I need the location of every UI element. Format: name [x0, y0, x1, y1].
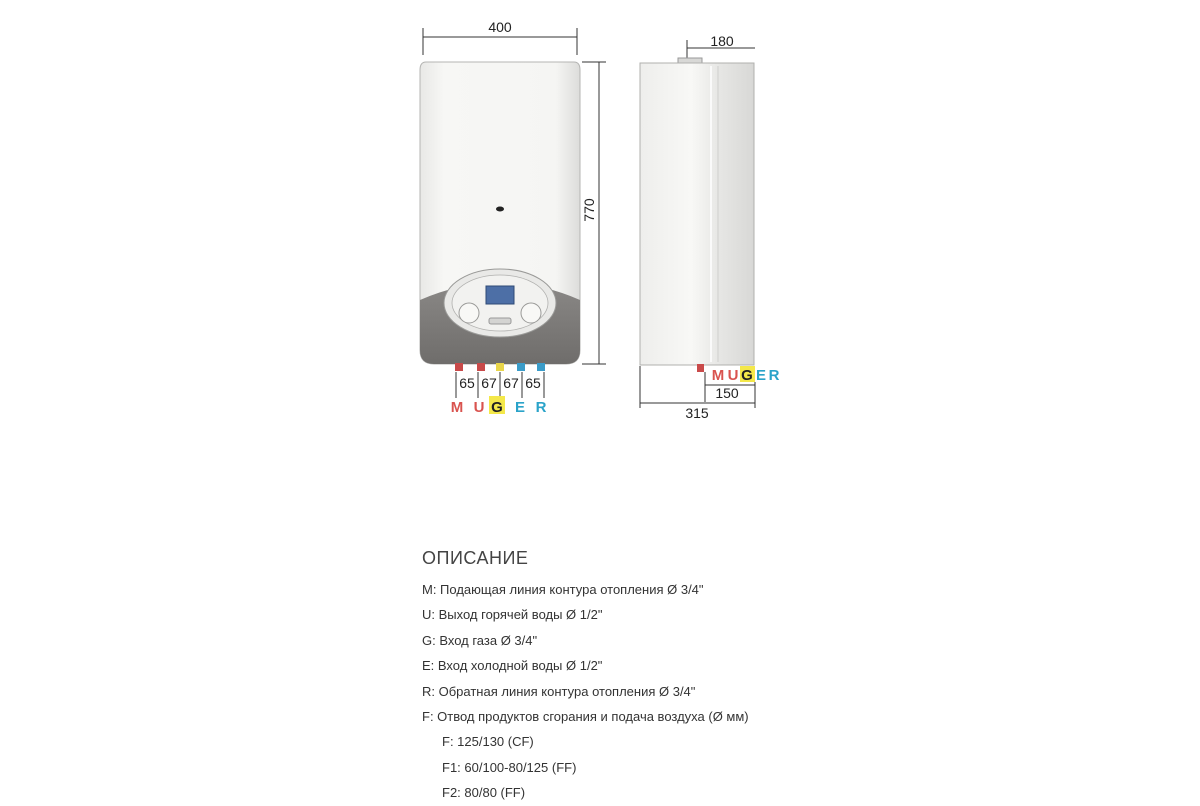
label-g: G: [491, 399, 503, 416]
side-top-dimension: [687, 33, 755, 60]
description-sub-f: F: 125/130 (CF): [442, 734, 534, 750]
height-dimension: [581, 62, 606, 364]
indicator-light: [496, 207, 504, 212]
description-sub-f1: F1: 60/100-80/125 (FF): [442, 759, 577, 775]
description-line-r: R: Обратная линия контура отопления Ø 3/4": [422, 683, 696, 699]
description-line-f: F: Отвод продуктов сгорания и подача воздуха (Ø мм): [422, 708, 749, 724]
height-label: 770: [581, 198, 597, 222]
description-section: [422, 548, 749, 806]
front-width-dimension: [423, 19, 577, 55]
right-knob: [521, 303, 541, 323]
front-width-label: 400: [488, 19, 512, 35]
side-label-r: R: [768, 367, 780, 384]
side-connection-labels: [712, 366, 780, 384]
front-connection-labels: [451, 396, 547, 416]
side-label-u: U: [727, 367, 739, 384]
description-title: ОПИСАНИЕ: [422, 548, 529, 568]
side-label-e: E: [755, 367, 767, 384]
label-e: E: [514, 399, 526, 416]
label-m: M: [450, 399, 464, 416]
side-offset-label: 150: [715, 385, 739, 401]
side-label-g: G: [741, 367, 753, 384]
label-u: U: [473, 399, 485, 416]
description-line-g: G: Вход газа Ø 3/4": [422, 632, 538, 648]
spacing-u-g: 67: [481, 375, 497, 391]
boiler-side-view: [640, 58, 754, 372]
description-line-e: E: Вход холодной воды Ø 1/2": [422, 658, 603, 674]
boiler-front-view: [420, 62, 580, 364]
display-screen: [486, 286, 514, 304]
label-r: R: [535, 399, 547, 416]
description-line-m: M: Подающая линия контура отопления Ø 3/4": [422, 582, 704, 597]
side-label-m: M: [711, 367, 725, 384]
spacing-g-e: 67: [503, 375, 519, 391]
spacing-e-r: 65: [525, 375, 541, 391]
description-line-u: U: Выход горячей воды Ø 1/2": [422, 607, 603, 623]
connection-spacing-dimensions: [456, 372, 544, 398]
side-top-depth-label: 180: [710, 33, 734, 49]
spacing-m-u: 65: [459, 375, 475, 391]
description-sub-f2: F2: 80/80 (FF): [442, 785, 526, 801]
left-knob: [459, 303, 479, 323]
side-depth-label: 315: [685, 405, 709, 421]
